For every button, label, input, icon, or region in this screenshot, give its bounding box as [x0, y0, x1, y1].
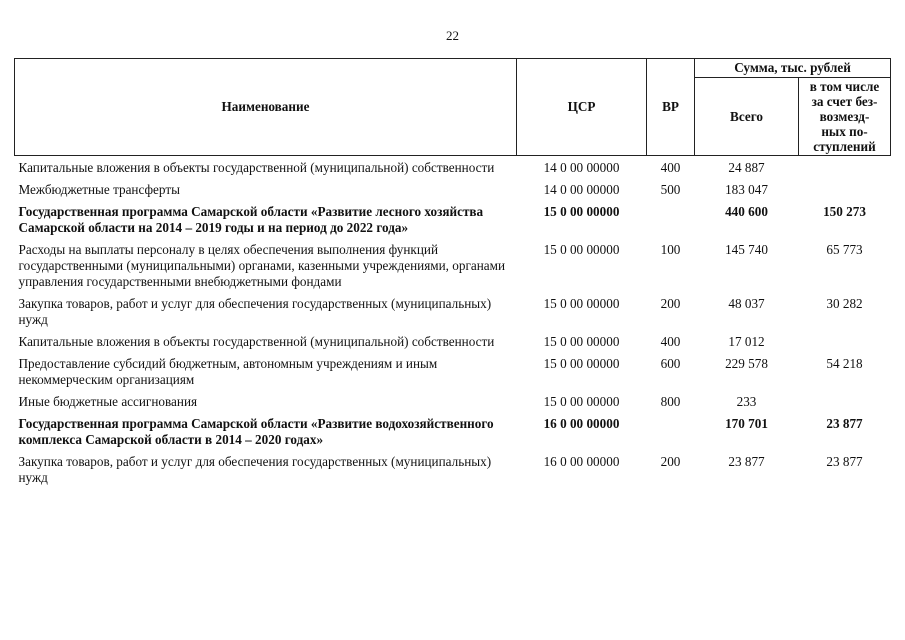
table-row [15, 354, 891, 392]
row-name: Государственная программа Самарской области «Развитие водохозяйственного комплекса Самарской области в 2014 – 2020 годах» [18, 416, 494, 447]
table-row [15, 414, 891, 452]
header-vr: ВР [647, 59, 695, 156]
table-row [15, 332, 891, 354]
row-total: 145 740 [725, 242, 768, 257]
row-csr: 15 0 00 00000 [543, 296, 620, 311]
table-row [15, 392, 891, 414]
header-sum: Сумма, тыс. рублей [695, 59, 891, 78]
row-name: Капитальные вложения в объекты государственной (муниципальной) собственности [18, 334, 495, 349]
row-total: 23 877 [728, 454, 765, 469]
row-name: Расходы на выплаты персоналу в целях обеспечения выполнения функций государственными (муниципальными) органами, казенными учреждениями, органами управления государственными внебюджетными фондами [18, 242, 506, 289]
row-total: 233 [736, 394, 757, 409]
row-name: Капитальные вложения в объекты государственной (муниципальной) собственности [18, 160, 495, 175]
header-total: Всего [695, 78, 799, 156]
row-free [799, 392, 891, 414]
table-row [15, 240, 891, 294]
row-total: 24 887 [728, 160, 765, 175]
table-row [15, 294, 891, 332]
table-row [15, 180, 891, 202]
row-free: 23 877 [826, 416, 863, 431]
table-header [15, 59, 891, 156]
row-vr [647, 202, 695, 240]
table-row [15, 452, 891, 490]
page-number: 22 [446, 28, 459, 43]
row-total: 440 600 [725, 204, 768, 219]
header-name: Наименование [15, 59, 517, 156]
row-name: Государственная программа Самарской области «Развитие лесного хозяйства Самарской области на 2014 – 2019 годы и на период до 2022 года» [18, 204, 484, 235]
row-free: 54 218 [826, 356, 863, 371]
row-csr: 14 0 00 00000 [543, 160, 620, 175]
header-free-line-1: в том числе [809, 79, 880, 94]
row-vr: 400 [660, 160, 681, 175]
row-vr: 400 [660, 334, 681, 349]
row-free [799, 180, 891, 202]
row-csr: 16 0 00 00000 [543, 416, 620, 431]
row-vr: 200 [660, 454, 681, 469]
header-csr: ЦСР [517, 59, 647, 156]
row-total: 48 037 [728, 296, 765, 311]
row-csr: 15 0 00 00000 [543, 356, 620, 371]
row-vr [647, 414, 695, 452]
row-free: 23 877 [826, 454, 863, 469]
row-vr: 800 [660, 394, 681, 409]
row-name: Закупка товаров, работ и услуг для обеспечения государственных (муниципальных) нужд [18, 296, 492, 327]
row-name: Межбюджетные трансферты [18, 182, 180, 197]
row-name: Закупка товаров, работ и услуг для обеспечения государственных (муниципальных) нужд [18, 454, 492, 485]
row-vr: 600 [660, 356, 681, 371]
header-free-line-3: возмезд- [819, 109, 870, 124]
row-free [799, 332, 891, 354]
row-free: 65 773 [826, 242, 863, 257]
row-total: 183 047 [725, 182, 768, 197]
row-total: 170 701 [725, 416, 768, 431]
header-free-line-5: ступлений [813, 139, 876, 154]
row-total: 17 012 [728, 334, 765, 349]
budget-table [14, 58, 891, 490]
row-free: 150 273 [823, 204, 866, 219]
header-free [799, 78, 891, 156]
row-csr: 14 0 00 00000 [543, 182, 620, 197]
row-csr: 15 0 00 00000 [543, 242, 620, 257]
row-total: 229 578 [725, 356, 768, 371]
row-csr: 15 0 00 00000 [543, 334, 620, 349]
row-vr: 500 [660, 182, 681, 197]
table-row [15, 156, 891, 181]
row-free [799, 156, 891, 181]
table-row [15, 202, 891, 240]
table-body [15, 156, 891, 491]
row-vr: 100 [660, 242, 681, 257]
row-vr: 200 [660, 296, 681, 311]
row-name: Предоставление субсидий бюджетным, автономным учреждениям и иным некоммерческим организациям [18, 356, 438, 387]
row-csr: 15 0 00 00000 [543, 204, 620, 219]
header-free-line-4: ных по- [821, 124, 868, 139]
header-free-line-2: за счет без- [811, 94, 878, 109]
row-free: 30 282 [826, 296, 863, 311]
row-csr: 15 0 00 00000 [543, 394, 620, 409]
row-csr: 16 0 00 00000 [543, 454, 620, 469]
row-name: Иные бюджетные ассигнования [18, 394, 198, 409]
